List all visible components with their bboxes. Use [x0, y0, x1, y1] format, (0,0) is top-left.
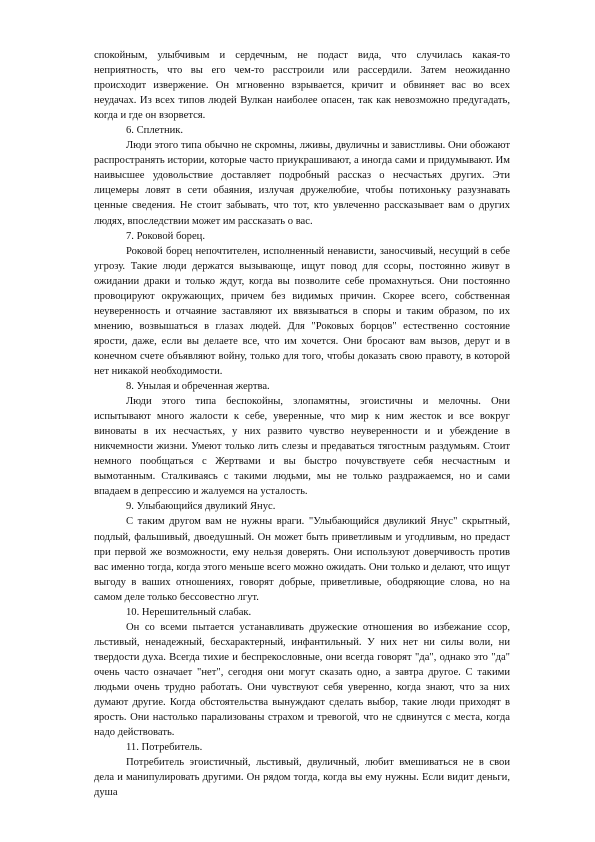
paragraph-victim: Люди этого типа беспокойны, злопамятны, эгоистичны и мелочны. Они испытывают много жалости к себе, уверенные, что мир к ним жесток и все вокруг виноваты в их несчастьях, у них развито чувство неуверенности и и убеждение в никчемности жизни. Умеют только лить слезы и предаваться тягостным раздумьям. Стоит немного пообщаться с Жертвами и вы быстро почувствуете себя несчастным и вымотанным. Сталкиваясь с такими людьми, мы не только раздражаемся, но и сами впадаем в депрессию и жалуемся на усталость.: [94, 396, 510, 498]
paragraph-janus: С таким другом вам не нужны враги. "Улыбающийся двуликий Янус" скрытный, подлый, фальшивый, двоедушный. Он может быть приветливым и угодливым, но предаст при первой же возможности, ему нельзя доверять. Они используют доверчивость против вас именно тогда, когда этого меньше всего можно ожидать. Они только и делают, что ищут выгоду в ваших отношениях, говорят добрые, приветливые, ободряющие слова, но на самом деле только бессовестно лгут.: [94, 516, 510, 603]
section-heading-consumer: 11. Потребитель.: [126, 742, 203, 754]
paragraph-continuation: спокойным, улыбчивым и сердечным, не подаст вида, что случилась какая-то неприятность, что вы его чем-то расстроили или рассердили. Затем неожиданно происходит извержение. Он мгновенно взрывается, кричит и обвиняет вас во всех неудачах. Из всех типов людей Вулкан наиболее опасен, так как невозможно предугадать, когда и где он взорвется.: [94, 50, 510, 122]
paragraph-consumer: Потребитель эгоистичный, льстивый, двуличный, любит вмешиваться не в свои дела и манипулировать другими. Он рядом тогда, когда вы ему нужны. Если видит деньги, душа: [94, 757, 510, 799]
paragraph-weakling: Он со всеми пытается устанавливать дружеские отношения во избежание ссор, льстивый, ненадежный, бесхарактерный, инфантильный. У них нет ни силы воли, ни твердости духа. Всегда тихие и беспрекословные, они всегда говорят "да", однако это "да" очень часто означает "нет", сегодня они могут сказать одно, а завтра другое. С такими людьми очень трудно работать. Они чувствуют себя уверенно, когда знают, что за них думают другие. Когда обстоятельства вынуждают сделать выбор, такие люди приходят в ярость. Они настолько парализованы страхом и тревогой, что не сдвинутся с места, когда надо действовать.: [94, 621, 510, 739]
paragraph-gossip: Люди этого типа обычно не скромны, лживы, двуличны и завистливы. Они обожают распространять истории, которые часто приукрашивают, а иногда сами и придумывают. Им наивысшее удовольствие доставляет подробный рассказ о несчастьях других. Эти лицемеры ловят в сети обаяния, излучая дружелюбие, чтобы потихоньку разузнавать ценные сведения. Не стоит забывать, что тот, кто увлеченно рассказывает вам о других людях, впоследствии может им рассказать о вас.: [94, 140, 510, 227]
section-heading-janus: 9. Улыбающийся двуликий Янус.: [126, 501, 276, 513]
section-heading-fighter: 7. Роковой борец.: [126, 230, 205, 242]
section-heading-gossip: 6. Сплетник.: [126, 125, 184, 137]
section-heading-weakling: 10. Нерешительный слабак.: [126, 606, 252, 618]
section-heading-victim: 8. Унылая и обреченная жертва.: [126, 381, 270, 393]
paragraph-fighter: Роковой борец непочтителен, исполненный ненависти, заносчивый, несущий в себе угрозу. Такие люди держатся вызывающе, ищут повод для ссоры, постоянно живут в ожидании драки и только ждут, когда вы позволите себе промахнуться. Они постоянно провоцируют окружающих, причем без видимых причин. Скорее всего, собственная неуверенность и отчаяние заставляют их ввязываться в споры и таким образом, по их мнению, возвышаться в глазах людей. Для "Роковых борцов" естественно состояние ярости, даже, если вы делаете все, что им хочется. Они бросают вам вызов, дерут и в конечном счете объявляют войну, только для того, чтобы доказать свою правоту, в которой нет никакой необходимости.: [94, 245, 510, 377]
